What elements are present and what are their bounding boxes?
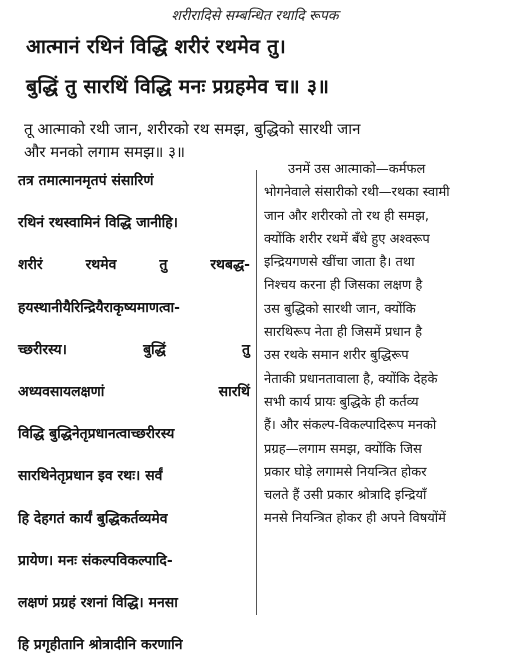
sanskrit-line (18, 329, 250, 371)
sanskrit-line (18, 624, 250, 666)
sanskrit-word: रथमेव (85, 257, 117, 274)
verse-line-2: बुद्धिं तु सारथिं विद्धि मनः प्रग्रहमेव च॥ ३॥ (26, 75, 330, 98)
sanskrit-word: सारथिनेतृप्रधान इव रथः। सर्वं (18, 468, 163, 485)
sanskrit-word: तु (242, 341, 250, 358)
sanskrit-line (18, 244, 250, 286)
hindi-line: चलते हैं उसी प्रकार श्रोत्रादि इन्द्रियाँ (264, 488, 427, 504)
hindi-line: प्रकार घोड़े लगामसे नियन्त्रित होकर (264, 464, 427, 480)
sanskrit-word: रथबद्ध- (210, 257, 250, 274)
hindi-line: हैं। और संकल्प-विकल्पादिरूप मनको (264, 418, 437, 434)
sanskrit-word: अध्यवसायलक्षणां (18, 383, 105, 400)
sanskrit-word: रथिनं रथस्वामिनं विद्धि जानीहि। (18, 215, 178, 232)
sanskrit-word: तत्र तमात्मानमृतपं संसारिणं (18, 173, 154, 189)
hindi-line: उस रथके समान शरीर बुद्धिरूप (264, 348, 409, 364)
hindi-line: मनसे नियन्त्रित होकर ही अपने विषयोंमें (264, 511, 446, 527)
sanskrit-word: लक्षणं प्रग्रहं रशनां विद्धि। मनसा (18, 594, 178, 611)
sanskrit-line (18, 582, 250, 624)
sanskrit-commentary (18, 160, 250, 666)
sanskrit-word: तु (159, 257, 168, 274)
running-title: शरीरादिसे सम्बन्धित रथादि रूपक (171, 8, 339, 24)
hindi-line: सभी कार्य प्रायः बुद्धिके ही कर्तव्य (264, 394, 419, 410)
hindi-line: क्योंकि शरीर रथमें बँधे हुए अश्वरूप (264, 231, 430, 247)
sanskrit-word: विद्धि बुद्धिनेतृप्रधानत्वाच्छरीरस्य (18, 426, 175, 443)
sanskrit-word: हि देहगतं कार्यं बुद्धिकर्तव्यमेव (18, 510, 168, 527)
hindi-line: भोगनेवाले संसारीको रथी—रथका स्वामी (264, 185, 450, 201)
hindi-line: उस बुद्धिको सारथी जान, क्योंकि (264, 301, 416, 317)
sanskrit-line (18, 371, 250, 413)
translation-line-2: और मनको लगाम समझ॥ ३॥ (24, 143, 185, 161)
verse-line-1: आत्मानं रथिनं विद्धि शरीरं रथमेव तु। (26, 35, 287, 58)
hindi-line: जान और शरीरको तो रथ ही समझ, (264, 208, 430, 224)
sanskrit-word: च्छरीरस्य। (18, 341, 67, 358)
hindi-line: सारथिरूप नेता ही जिसमें प्रधान है (264, 325, 423, 341)
sanskrit-line (18, 540, 250, 582)
translation-line-1: तू आत्माको रथी जान, शरीरको रथ समझ, बुद्धिको सारथी जान (24, 120, 361, 138)
hindi-line: नेताकी प्रधानतावाला है, क्योंकि देहके (264, 371, 438, 387)
hindi-line: प्रग्रह—लगाम समझ, क्योंकि जिस (264, 441, 422, 457)
sanskrit-line (18, 455, 250, 497)
sanskrit-line (18, 287, 250, 329)
sanskrit-word: शरीरं (18, 257, 43, 274)
hindi-line: निश्चय करना ही जिसका लक्षण है (264, 278, 423, 294)
sanskrit-word: हि प्रगृहीतानि श्रोत्रादीनि करणानि (18, 637, 183, 654)
hindi-line: उनमें उस आत्माको—कर्मफल (288, 162, 426, 177)
sanskrit-line (18, 202, 250, 244)
sanskrit-line (18, 413, 250, 455)
sanskrit-line (18, 498, 250, 540)
hindi-commentary (264, 158, 500, 531)
hindi-line: इन्द्रियगणसे खींचा जाता है। तथा (264, 255, 415, 271)
sanskrit-word: बुद्धिं (143, 341, 166, 358)
sanskrit-line (18, 160, 250, 202)
sanskrit-word: हयस्थानीयैरिन्द्रियैराकृष्यमाणत्वा- (18, 299, 180, 316)
sanskrit-word: सारथिं (218, 383, 250, 400)
sanskrit-word: प्रायेण। मनः संकल्पविकल्पादि- (18, 552, 173, 569)
column-divider (256, 170, 257, 615)
